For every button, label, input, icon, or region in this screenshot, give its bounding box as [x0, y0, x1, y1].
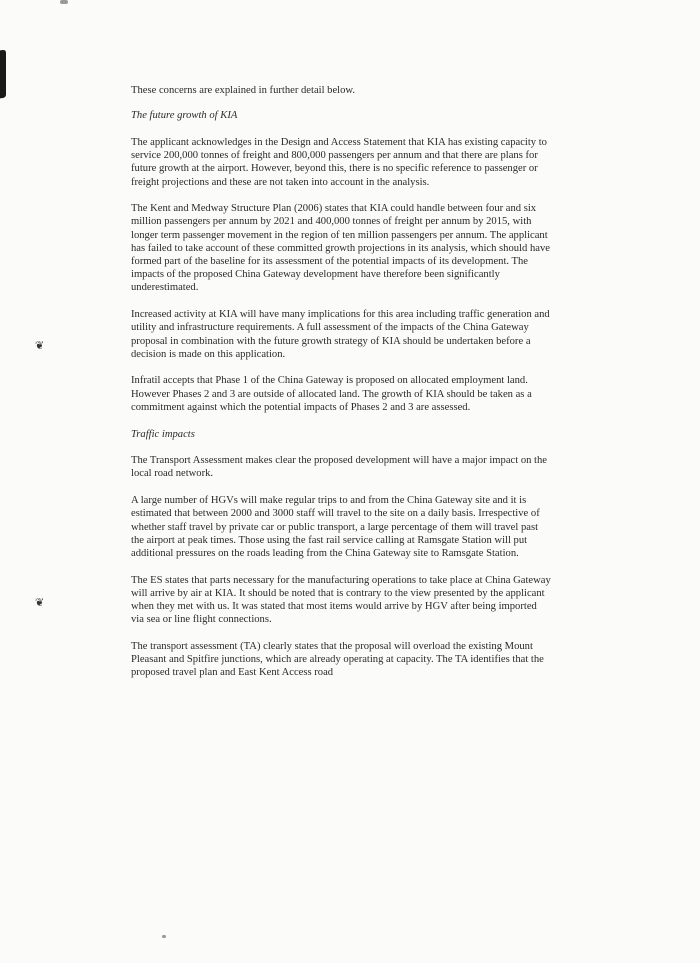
binder-mark — [0, 50, 6, 99]
document-body — [131, 84, 551, 693]
paragraph: The Kent and Medway Structure Plan (2006) states that KIA could handle between four and six million passengers per annum by 2021 and 400,000 tonnes of freight per annum by 2015, with longer term passenger movement in the region of ten million passengers per annum. The applicant has failed to take account of these committed growth projections in its analysis, which should have formed part of the baseline for its assessment of the potential impacts of its development. The impacts of the proposed China Gateway development have therefore been significantly underestimated. — [131, 203, 550, 294]
paragraph: A large number of HGVs will make regular trips to and from the China Gateway site and it is estimated that between 2000 and 3000 staff will travel to the site on a daily basis. Irrespective of whether staff travel by private car or public transport, a large percentage of them will travel past the airport at peak times. Those using the fast rail service calling at Ramsgate Station will put additional pressures on the roads leading from the China Gateway site to Ramsgate Station. — [131, 495, 540, 559]
paragraph: The applicant acknowledges in the Design and Access Statement that KIA has existing capacity to service 200,000 tonnes of freight and 800,000 passengers per annum and that there are plans for future growth at the airport. However, beyond this, there is no specific reference to passenger or freight projections and these are not taken into account in the analysis. — [131, 136, 547, 188]
punch-hole-mark: ❦ — [35, 596, 45, 609]
paragraph: Increased activity at KIA will have many implications for this area including traffic generation and utility and infrastructure requirements. A full assessment of the impacts of the China Gateway proposal in combination with the future growth strategy of KIA should be undertaken before a decision is made on this application. — [131, 309, 550, 360]
intro-paragraph: These concerns are explained in further detail below. — [131, 85, 356, 96]
paragraph: The Transport Assessment makes clear the proposed development will have a major impact on the local road network. — [131, 455, 548, 480]
paragraph: The transport assessment (TA) clearly states that the proposal will overload the existing Mount Pleasant and Spitfire junctions, which are already operating at capacity. The TA identifies that the proposed travel plan and East Kent Access road — [131, 641, 544, 679]
scan-speck — [60, 0, 68, 4]
paragraph: The ES states that parts necessary for the manufacturing operations to take place at China Gateway will arrive by air at KIA. It should be noted that is contrary to the view presented by the applicant when they met with us. It was stated that most items would arrive by HGV after being imported via sea or line flight connections. — [131, 574, 551, 626]
section-heading-traffic-impacts: Traffic impacts — [131, 428, 195, 440]
punch-hole-mark: ❦ — [35, 339, 45, 352]
paragraph: Infratil accepts that Phase 1 of the China Gateway is proposed on allocated employment land. However Phases 2 and 3 are outside of allocated land. The growth of KIA should be taken as a commitment against which the potential impacts of Phases 2 and 3 are assessed. — [131, 375, 532, 413]
scan-speck — [162, 935, 166, 938]
section-heading-future-growth: The future growth of KIA — [131, 110, 238, 122]
